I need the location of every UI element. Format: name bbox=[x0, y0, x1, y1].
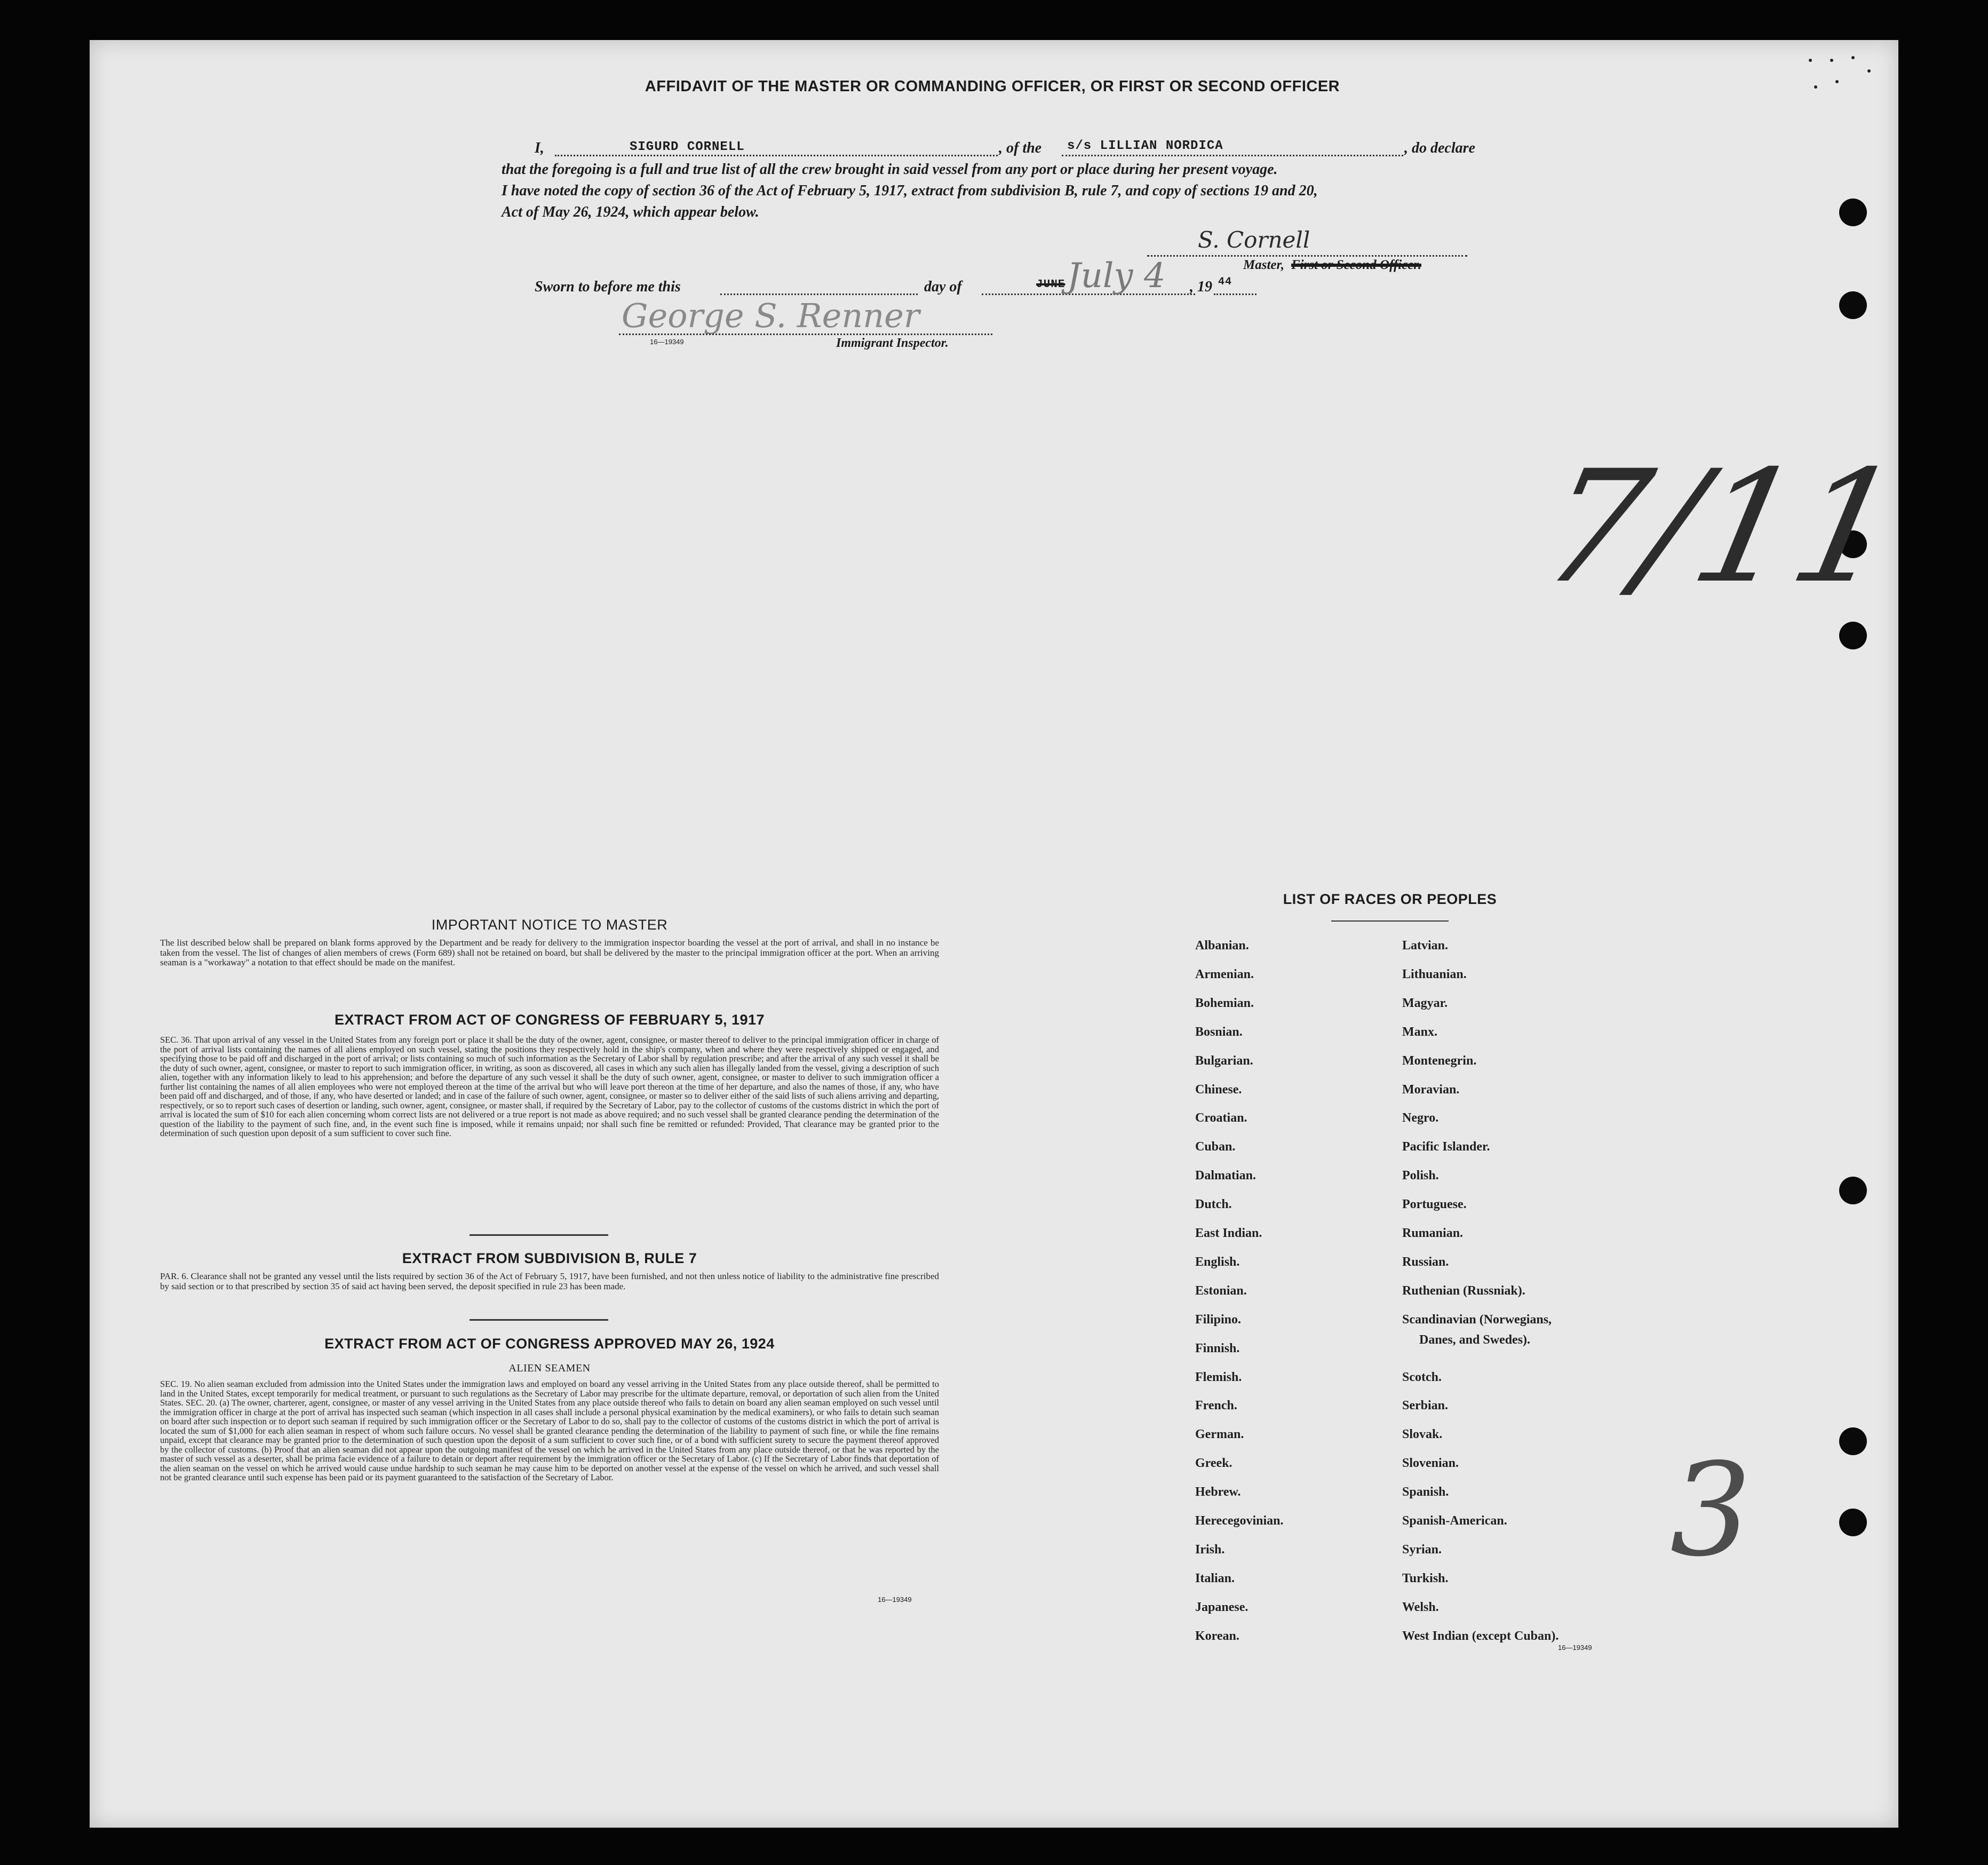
race-item: Chinese. bbox=[1195, 1083, 1242, 1097]
race-item: West Indian (except Cuban). bbox=[1402, 1629, 1559, 1643]
punch-hole bbox=[1839, 291, 1867, 319]
race-item: Cuban. bbox=[1195, 1140, 1236, 1154]
declaration-line-4: Act of May 26, 1924, which appear below. bbox=[502, 204, 759, 220]
master-name-line bbox=[555, 155, 998, 156]
punch-hole bbox=[1839, 1509, 1867, 1536]
race-item: East Indian. bbox=[1195, 1226, 1262, 1240]
divider bbox=[470, 1319, 608, 1321]
divider bbox=[470, 1234, 608, 1236]
race-item: German. bbox=[1195, 1427, 1244, 1441]
affidavit-title: AFFIDAVIT OF THE MASTER OR COMMANDING OFFICER, OR FIRST OR SECOND OFFICER bbox=[645, 78, 1340, 95]
specks bbox=[1851, 56, 1855, 59]
race-item: Polish. bbox=[1402, 1169, 1439, 1183]
month-handwritten: July 4 bbox=[1067, 256, 1166, 296]
punch-hole bbox=[1839, 622, 1867, 649]
month-typed: JUNE bbox=[1036, 279, 1065, 291]
specks bbox=[1835, 80, 1839, 83]
year-line bbox=[1214, 293, 1257, 295]
extract-rule7-title: EXTRACT FROM SUBDIVISION B, RULE 7 bbox=[402, 1250, 697, 1266]
race-item: Bulgarian. bbox=[1195, 1054, 1253, 1068]
races-divider bbox=[1331, 920, 1449, 922]
race-item: Armenian. bbox=[1195, 967, 1254, 981]
race-item: Korean. bbox=[1195, 1629, 1239, 1643]
do-declare-label: , do declare bbox=[1404, 140, 1475, 156]
race-item: Filipino. bbox=[1195, 1313, 1242, 1327]
race-item: Spanish. bbox=[1402, 1485, 1449, 1499]
race-item: Spanish-American. bbox=[1402, 1514, 1507, 1528]
master-signature-line bbox=[1147, 255, 1467, 257]
master-signature: S. Cornell bbox=[1198, 227, 1310, 253]
race-item: Bosnian. bbox=[1195, 1025, 1243, 1039]
race-item: Montenegrin. bbox=[1402, 1054, 1477, 1068]
vessel-name: s/s LILLIAN NORDICA bbox=[1067, 139, 1223, 153]
race-item: Serbian. bbox=[1402, 1399, 1449, 1412]
year-prefix: , 19 bbox=[1190, 279, 1212, 295]
race-item: Danes, and Swedes). bbox=[1419, 1333, 1531, 1347]
sworn-label: Sworn to before me this bbox=[535, 279, 681, 295]
inspector-label: Immigrant Inspector. bbox=[836, 336, 949, 350]
extract-1924-subtitle: ALIEN SEAMEN bbox=[508, 1362, 591, 1374]
specks bbox=[1867, 69, 1871, 73]
race-item: Albanian. bbox=[1195, 939, 1249, 953]
race-item: Herecegovinian. bbox=[1195, 1514, 1284, 1528]
race-item: Dalmatian. bbox=[1195, 1169, 1256, 1183]
document-page bbox=[90, 40, 1898, 1828]
extract-form-number: 16—19349 bbox=[878, 1596, 912, 1604]
race-item: Bohemian. bbox=[1195, 996, 1254, 1010]
master-label: Master, bbox=[1243, 258, 1285, 272]
race-item: Moravian. bbox=[1402, 1083, 1460, 1097]
race-item: Pacific Islander. bbox=[1402, 1140, 1490, 1154]
race-item: Ruthenian (Russniak). bbox=[1402, 1284, 1525, 1298]
notice-text: The list described below shall be prepared on blank forms approved by the Department and be ready for delivery to the immigration inspector boarding the vessel at the port of arrival, and shall in no instance be taken from the vessel. The list of changes of alien members of crews (Form 689) shall not be retained on board, but shall be delivered by the master to the principal immigration officer at the port. When an arriving seaman is a "workaway" a notation to that effect should be made on the manifest. bbox=[160, 938, 939, 967]
race-item: Scotch. bbox=[1402, 1370, 1442, 1384]
race-item: Slovenian. bbox=[1402, 1456, 1459, 1470]
race-item: French. bbox=[1195, 1399, 1237, 1412]
inspector-signature: George S. Renner bbox=[622, 296, 920, 335]
punch-hole bbox=[1839, 1177, 1867, 1204]
specks bbox=[1814, 85, 1817, 89]
i-label: I, bbox=[535, 140, 544, 156]
day-of-label: day of bbox=[924, 279, 962, 295]
extract-1917-text: SEC. 36. That upon arrival of any vessel in the United States from any foreign port or place it shall be the duty of the owner, agent, consignee, or master thereof to deliver to the principal immigration officer in charge of the port of arrival lists containing the names of all aliens employed on such vessel, stating the positions they respectively hold in the ship's company, when and where they were respectively shipped or engaged, and specifying those to be paid off and discharged in the port of arrival; or lists containing so much of such information as the Secretary of Labor shall by regulation prescribe; and after the arrival of any such vessel it shall be the duty of such owner, agent, consignee, or master to report to such immigration officer, in writing, as soon as discovered, all cases in which any such alien has illegally landed from the vessel, giving a description of such alien, together with any information likely to lead to his apprehension; and before the departure of any such vessel it shall be the duty of such owner, agent, consignee, or master to deliver to such immigration officer a further list containing the names of all alien employees who were not employed thereon at the time of the arrival but who will leave port thereon at the time of her departure, and also the names of those, if any, who have been paid off and discharged, and of those, if any, who have deserted or landed; and in case of the failure of such owner, agent, consignee, or master so to deliver either of the said lists of such aliens arriving and departing, respectively, or so to report such cases of desertion or landing, such owner, agent, consignee, or master shall, if required by the Secretary of Labor, pay to the collector of customs of the customs district in which the port of arrival is located the sum of $10 for each alien concerning whom correct lists are not delivered or a true report is not made as above required; and no such vessel shall be granted clearance pending the determination of the question of the liability to the payment of such fine, and, in the event such fine is imposed, while it remains unpaid; nor shall such fine be remitted or refunded: Provided, That clearance may be granted prior to the determination of such question upon deposit of a sum sufficient to cover such fine. bbox=[160, 1035, 939, 1138]
race-item: Scandinavian (Norwegians, bbox=[1402, 1313, 1552, 1327]
race-item: English. bbox=[1195, 1255, 1240, 1269]
struck-officer-label: First or Second Officer. bbox=[1291, 258, 1421, 272]
race-item: Slovak. bbox=[1402, 1427, 1443, 1441]
race-item: Lithuanian. bbox=[1402, 967, 1467, 981]
race-item: Hebrew. bbox=[1195, 1485, 1241, 1499]
specks bbox=[1830, 59, 1833, 62]
inspector-signature-line bbox=[619, 334, 992, 335]
punch-hole bbox=[1839, 1427, 1867, 1455]
specks bbox=[1809, 59, 1812, 62]
year-value: 44 bbox=[1218, 276, 1232, 288]
races-form-number: 16—19349 bbox=[1558, 1644, 1592, 1652]
declaration-line-2: that the foregoing is a full and true list of all the crew brought in said vessel from any port or place during her present voyage. bbox=[502, 161, 1278, 178]
punch-hole bbox=[1839, 199, 1867, 226]
sworn-day-line bbox=[720, 293, 918, 295]
declaration-line-3: I have noted the copy of section 36 of the Act of February 5, 1917, extract from subdivision B, rule 7, and copy of sections 19 and 20, bbox=[502, 182, 1318, 199]
race-item: Finnish. bbox=[1195, 1342, 1240, 1355]
race-item: Rumanian. bbox=[1402, 1226, 1464, 1240]
of-the-label: , of the bbox=[999, 140, 1042, 156]
races-title: LIST OF RACES OR PEOPLES bbox=[1283, 891, 1497, 907]
race-item: Russian. bbox=[1402, 1255, 1449, 1269]
race-item: Estonian. bbox=[1195, 1284, 1247, 1298]
vessel-name-line bbox=[1062, 155, 1403, 156]
race-item: Syrian. bbox=[1402, 1543, 1442, 1557]
race-item: Irish. bbox=[1195, 1543, 1225, 1557]
form-number: 16—19349 bbox=[650, 338, 684, 346]
race-item: Greek. bbox=[1195, 1456, 1232, 1470]
master-name: SIGURD CORNELL bbox=[630, 140, 745, 154]
race-item: Japanese. bbox=[1195, 1600, 1249, 1614]
extract-1924-title: EXTRACT FROM ACT OF CONGRESS APPROVED MAY 26, 1924 bbox=[324, 1336, 775, 1352]
race-item: Portuguese. bbox=[1402, 1197, 1467, 1211]
race-item: Magyar. bbox=[1402, 996, 1448, 1010]
race-item: Welsh. bbox=[1402, 1600, 1439, 1614]
extract-rule7-text: PAR. 6. Clearance shall not be granted any vessel until the lists required by section 36 of the Act of February 5, 1917, have been furnished, and not then unless notice of liability to the administrative fine prescribed by said section or to that prescribed by section 35 of said act having been served, the deposit specified in rule 23 has been made. bbox=[160, 1271, 939, 1291]
notice-title: IMPORTANT NOTICE TO MASTER bbox=[431, 917, 668, 933]
race-item: Croatian. bbox=[1195, 1111, 1247, 1125]
handwritten-date-mark: 7/11 bbox=[1528, 438, 1914, 617]
extract-1924-text: SEC. 19. No alien seaman excluded from admission into the United States under the immigration laws and employed on board any vessel arriving in the United States from any place outside thereof, shall be permitted to land in the United States, except temporarily for medical treatment, or pursuant to such regulations as the Secretary of Labor may prescribe for the ultimate departure, removal, or deportation of such alien from the United States. SEC. 20. (a) The owner, charterer, agent, consignee, or master of any vessel arriving in the United States from any place outside thereof who fails to detain on board any alien seaman employed on such vessel until the immigration officer in charge at the port of arrival has inspected such seaman (which inspection in all cases shall include a personal physical examination by the medical examiners), or who fails to detain such seaman on board after such inspection or to deport such seaman if required by such immigration officer or the Secretary of Labor to do so, shall pay to the collector of customs of the customs district in which the port of arrival is located the sum of $1,000 for each alien seaman in respect of whom such failure occurs. No vessel shall be granted clearance pending the determination of the liability to payment of such fine, or while the fine remains unpaid, except that clearance may be granted prior to the determination of such question upon the deposit of a sum sufficient to cover such fine, or of a bond with sufficient surety to secure the payment thereof approved by the collector of customs. (b) Proof that an alien seaman did not appear upon the outgoing manifest of the vessel on which he arrived in the United States from any place outside thereof, or that he was reported by the master of such vessel as a deserter, shall be prima facie evidence of a failure to detain or deport after requirement by the immigration officer or the Secretary of Labor. (c) If the Secretary of Labor finds that deportation of the alien seaman on the vessel on which he arrived would cause undue hardship to such seaman he may cause him to be deported on another vessel at the expense of the vessel on which he arrived, and such vessel shall not be granted clearance until such expense has been paid or its payment guaranteed to the satisfaction of the Secretary of Labor. bbox=[160, 1379, 939, 1482]
race-item: Italian. bbox=[1195, 1572, 1235, 1585]
handwritten-page-mark: 3 bbox=[1670, 1435, 1752, 1585]
race-item: Negro. bbox=[1402, 1111, 1439, 1125]
race-item: Latvian. bbox=[1402, 939, 1449, 953]
race-item: Turkish. bbox=[1402, 1572, 1449, 1585]
race-item: Flemish. bbox=[1195, 1370, 1242, 1384]
race-item: Dutch. bbox=[1195, 1197, 1232, 1211]
extract-1917-title: EXTRACT FROM ACT OF CONGRESS OF FEBRUARY 5, 1917 bbox=[334, 1012, 765, 1028]
race-item: Manx. bbox=[1402, 1025, 1437, 1039]
